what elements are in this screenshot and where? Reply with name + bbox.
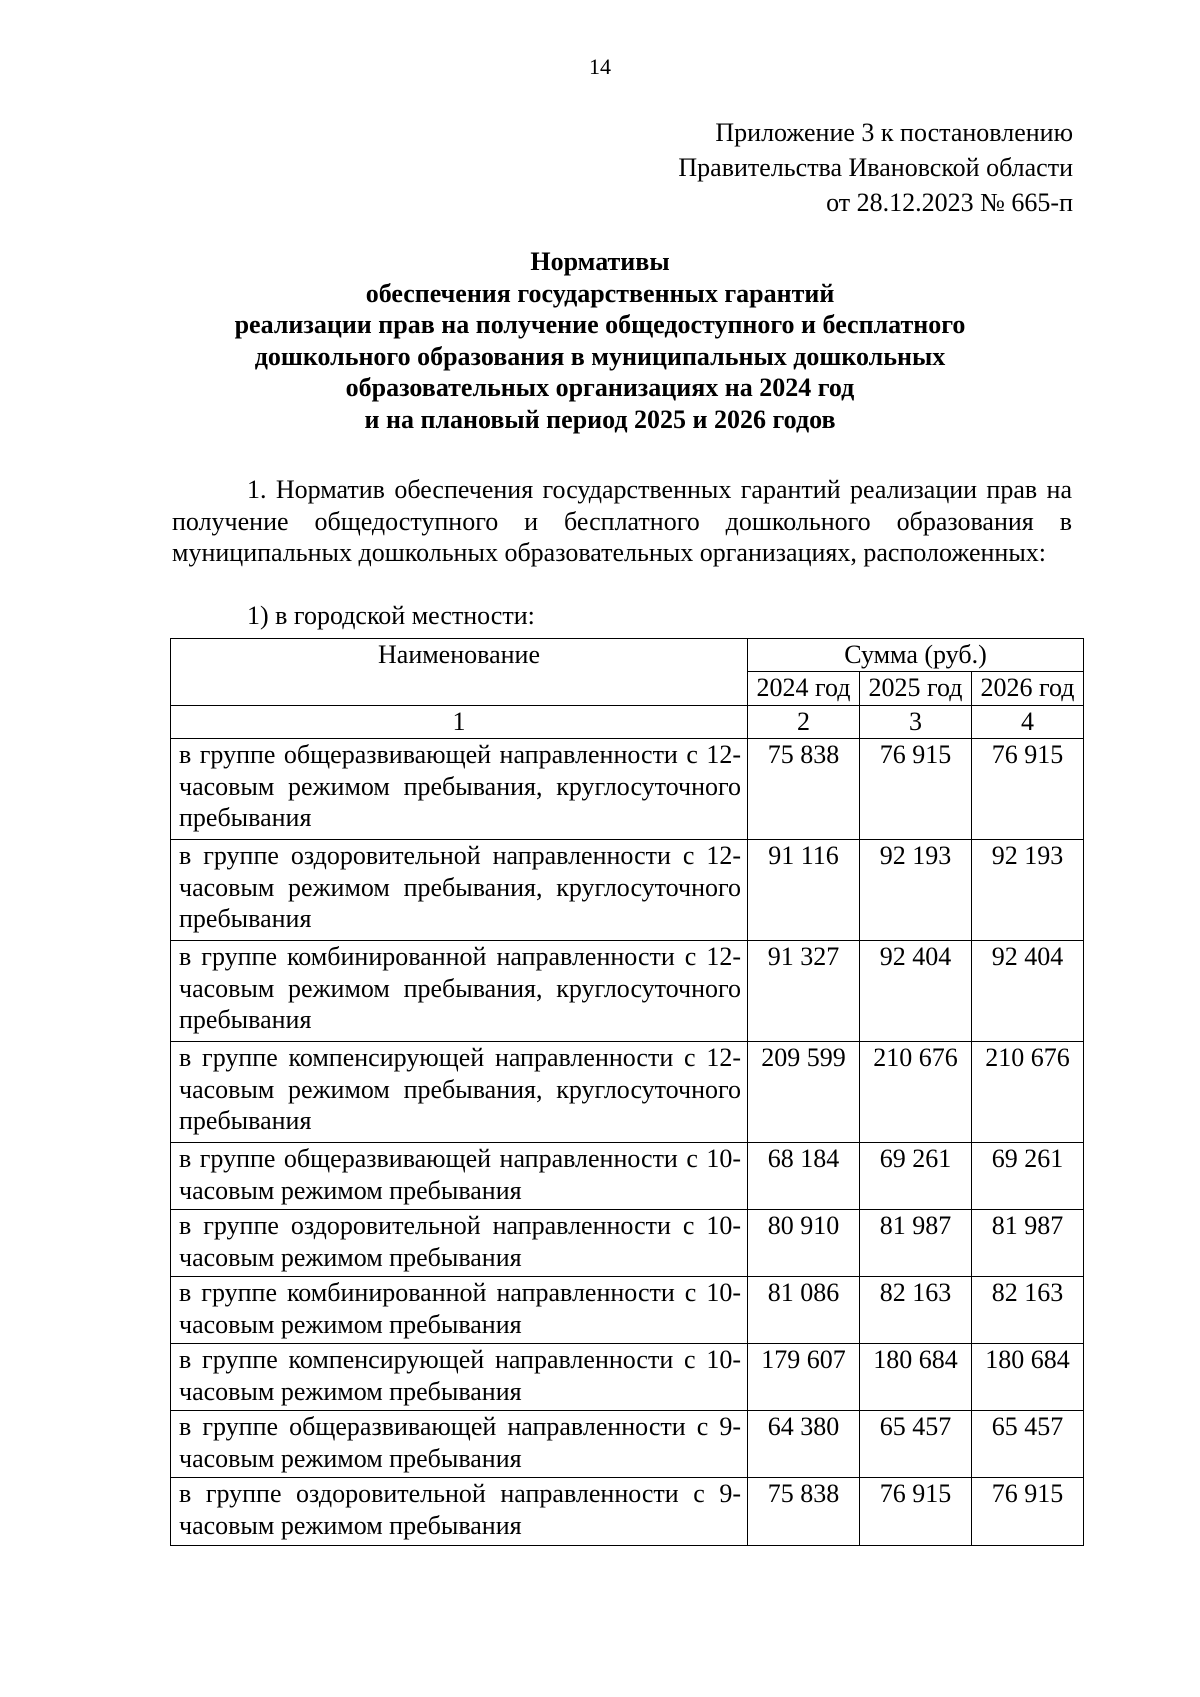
header-name: Наименование — [171, 639, 748, 706]
title-line: дошкольного образования в муниципальных дошкольных — [254, 341, 946, 371]
appendix-line: Приложение 3 к постановлению — [715, 118, 1073, 147]
value-2024: 68 184 — [748, 1143, 860, 1210]
column-number: 4 — [972, 706, 1084, 739]
value-2025: 69 261 — [860, 1143, 972, 1210]
appendix-line: Правительства Ивановской области — [678, 153, 1073, 182]
table-column-numbers-row — [171, 706, 1084, 739]
header-year: 2024 год — [748, 672, 860, 706]
value-2024: 80 910 — [748, 1210, 860, 1277]
value-2024: 91 116 — [748, 840, 860, 941]
appendix-reference — [678, 115, 1073, 220]
header-sum: Сумма (руб.) — [748, 639, 1084, 672]
page-number: 14 — [589, 54, 611, 79]
table-row — [171, 1277, 1084, 1344]
row-name: в группе компенсирующей направленности с 10-часовым режимом пребывания — [171, 1344, 748, 1411]
value-2025: 81 987 — [860, 1210, 972, 1277]
row-name: в группе общеразвивающей направленности с 10-часовым режимом пребывания — [171, 1143, 748, 1210]
value-2025: 210 676 — [860, 1042, 972, 1143]
table-row — [171, 1210, 1084, 1277]
column-number: 3 — [860, 706, 972, 739]
value-2026: 180 684 — [972, 1344, 1084, 1411]
table-row — [171, 1042, 1084, 1143]
table-row — [171, 941, 1084, 1042]
value-2026: 92 193 — [972, 840, 1084, 941]
title-line: образовательных организациях на 2024 год — [345, 373, 855, 402]
value-2024: 91 327 — [748, 941, 860, 1042]
value-2026: 69 261 — [972, 1143, 1084, 1210]
table-row — [171, 1478, 1084, 1546]
table-row — [171, 1344, 1084, 1411]
value-2025: 76 915 — [860, 1478, 972, 1546]
value-2026: 210 676 — [972, 1042, 1084, 1143]
table-row — [171, 840, 1084, 941]
row-name: в группе комбинированной направленности с 12-часовым режимом пребывания, круглосуточного пребывания — [171, 941, 748, 1042]
appendix-line: от 28.12.2023 № 665-п — [826, 188, 1073, 217]
value-2024: 209 599 — [748, 1042, 860, 1143]
paragraph-urban: 1) в городской местности: — [247, 601, 535, 630]
value-2024: 179 607 — [748, 1344, 860, 1411]
table-header-row — [171, 639, 1084, 672]
value-2024: 75 838 — [748, 739, 860, 840]
table-row — [171, 739, 1084, 840]
norms-table — [170, 638, 1084, 1546]
value-2026: 76 915 — [972, 1478, 1084, 1546]
column-number: 1 — [171, 706, 748, 739]
column-number: 2 — [748, 706, 860, 739]
header-year: 2026 год — [972, 672, 1084, 706]
value-2026: 81 987 — [972, 1210, 1084, 1277]
title-line: реализации прав на получение общедоступного и бесплатного — [234, 310, 966, 339]
row-name: в группе общеразвивающей направленности с 9-часовым режимом пребывания — [171, 1411, 748, 1478]
value-2024: 64 380 — [748, 1411, 860, 1478]
table-row — [171, 1411, 1084, 1478]
row-name: в группе комбинированной направленности с 10-часовым режимом пребывания — [171, 1277, 748, 1344]
value-2025: 82 163 — [860, 1277, 972, 1344]
value-2025: 76 915 — [860, 739, 972, 840]
title-line: и на плановый период 2025 и 2026 годов — [364, 404, 836, 434]
row-name: в группе компенсирующей направленности с 12-часовым режимом пребывания, круглосуточного пребывания — [171, 1042, 748, 1143]
value-2026: 76 915 — [972, 739, 1084, 840]
paragraph-norm-intro: 1. Норматив обеспечения государственных гарантий реализации прав на получение общедоступного и бесплатного дошкольного образования в муниципальных дошкольных образовательных организациях, расположенных: — [172, 475, 1072, 567]
value-2024: 75 838 — [748, 1478, 860, 1546]
header-year: 2025 год — [860, 672, 972, 706]
value-2025: 65 457 — [860, 1411, 972, 1478]
value-2024: 81 086 — [748, 1277, 860, 1344]
value-2025: 92 404 — [860, 941, 972, 1042]
title-line: обеспечения государственных гарантий — [365, 278, 835, 308]
row-name: в группе оздоровительной направленности с 10-часовым режимом пребывания — [171, 1210, 748, 1277]
value-2025: 180 684 — [860, 1344, 972, 1411]
value-2026: 65 457 — [972, 1411, 1084, 1478]
row-name: в группе общеразвивающей направленности с 12-часовым режимом пребывания, круглосуточного пребывания — [171, 739, 748, 840]
document-title — [0, 246, 1200, 435]
value-2025: 92 193 — [860, 840, 972, 941]
row-name: в группе оздоровительной направленности с 9-часовым режимом пребывания — [171, 1478, 748, 1546]
table-row — [171, 1143, 1084, 1210]
row-name: в группе оздоровительной направленности с 12-часовым режимом пребывания, круглосуточного пребывания — [171, 840, 748, 941]
value-2026: 82 163 — [972, 1277, 1084, 1344]
value-2026: 92 404 — [972, 941, 1084, 1042]
title-line: Нормативы — [530, 247, 670, 276]
